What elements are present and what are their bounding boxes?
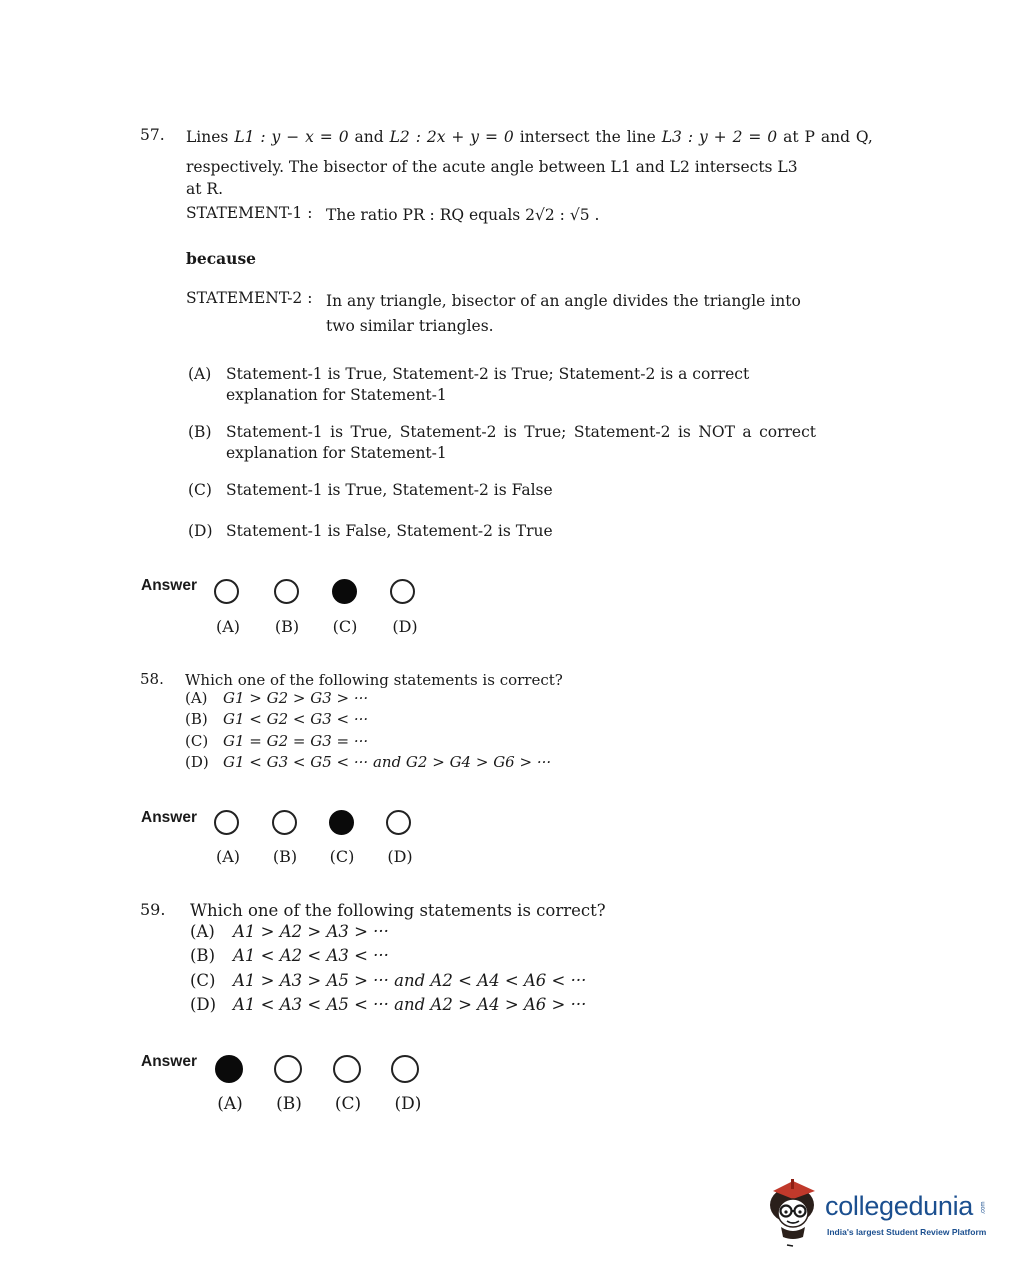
answer-choice-label: (B) [274, 617, 300, 636]
option-key: (B) [185, 710, 208, 728]
answer-choice-label: (A) [215, 617, 241, 636]
option-key: (D) [188, 522, 213, 540]
answer-bubble-d[interactable] [391, 1055, 419, 1083]
question-stem-line-1 [186, 126, 873, 148]
option-row [185, 709, 368, 730]
option-text: G1 < G3 < G5 < ··· and G2 > G4 > G6 > ··· [223, 753, 552, 771]
answer-bubble-c-selected[interactable] [332, 579, 357, 604]
collegedunia-logo[interactable] [765, 1175, 995, 1255]
equation-L3: L3 : y + 2 = 0 [661, 128, 778, 146]
option-text: Statement-1 is False, Statement-2 is True [226, 522, 553, 540]
equation-L1: L1 : y − x = 0 [234, 128, 349, 146]
answer-bubble-a[interactable] [214, 579, 239, 604]
answer-bubble-a-selected[interactable] [215, 1055, 243, 1083]
answer-bubble-b[interactable] [274, 1055, 302, 1083]
answer-label: Answer [141, 809, 197, 826]
option-key: (C) [190, 971, 216, 990]
equation-L2: L2 : 2x + y = 0 [389, 128, 514, 146]
option-text: A1 > A2 > A3 > ··· [233, 922, 389, 941]
statement-2-text: In any triangle, bisector of an angle divides the triangle into two similar triangles. [326, 292, 801, 335]
question-stem: Which one of the following statements is correct? [190, 901, 606, 920]
option-key: (A) [185, 689, 208, 707]
option-text: G1 = G2 = G3 = ··· [223, 732, 369, 750]
answer-choice-label: (B) [276, 1094, 302, 1114]
option-text: A1 < A2 < A3 < ··· [233, 946, 389, 965]
answer-choice-label: (D) [392, 617, 418, 636]
brand-tagline: India's largest Student Review Platform [827, 1227, 987, 1237]
statement-2-label: STATEMENT-2 : [186, 289, 313, 307]
question-stem-line-2: respectively. The bisector of the acute angle between L1 and L2 intersects L3 at R. [186, 158, 798, 198]
option-row [190, 920, 389, 944]
answer-bubble-c[interactable] [333, 1055, 361, 1083]
option-key: (C) [188, 481, 212, 499]
brand-com-suffix: .com [980, 1201, 987, 1215]
answer-label: Answer [141, 1053, 197, 1070]
because-keyword: because [186, 249, 257, 268]
answer-label: Answer [141, 577, 197, 594]
option-key: (D) [190, 995, 217, 1014]
option-row [185, 731, 368, 752]
answer-bubble-b[interactable] [272, 810, 297, 835]
answer-choice-label: (A) [217, 1094, 243, 1114]
answer-choice-label: (D) [394, 1094, 422, 1114]
option-key: (A) [190, 922, 215, 941]
answer-bubble-c-selected[interactable] [329, 810, 354, 835]
question-stem: Which one of the following statements is correct? [185, 671, 563, 689]
answer-bubble-b[interactable] [274, 579, 299, 604]
option-row [185, 688, 368, 709]
option-text: G1 < G2 < G3 < ··· [223, 710, 369, 728]
option-row [190, 993, 586, 1017]
answer-bubble-d[interactable] [386, 810, 411, 835]
statement-1-label: STATEMENT-1 : [186, 204, 313, 222]
question-number: 59. [140, 900, 166, 919]
answer-choice-label: (C) [332, 617, 358, 636]
option-row [190, 944, 389, 968]
option-text: G1 > G2 > G3 > ··· [223, 689, 369, 707]
stem-text: and [354, 128, 384, 146]
answer-bubble-a[interactable] [214, 810, 239, 835]
option-text: Statement-1 is True, Statement-2 is True; Statement-2 is NOT a correct explanation for Statement-1 [226, 423, 816, 462]
statement-1-text: The ratio PR : RQ equals 2√2 : √5 . [326, 206, 600, 224]
option-key: (B) [190, 946, 215, 965]
mascot-graduate-icon [765, 1175, 825, 1250]
option-row [185, 752, 551, 773]
stem-text: at P and Q, [783, 128, 873, 146]
question-number: 58. [140, 670, 164, 688]
option-key: (A) [188, 365, 212, 383]
option-key: (B) [188, 423, 212, 441]
answer-bubble-d[interactable] [390, 579, 415, 604]
answer-choice-label: (A) [215, 847, 241, 866]
option-text: A1 > A3 > A5 > ··· and A2 < A4 < A6 < ··· [233, 971, 587, 990]
brand-wordmark: collegedunia [825, 1191, 974, 1221]
answer-choice-label: (B) [272, 847, 298, 866]
question-number: 57. [140, 126, 165, 144]
option-text: Statement-1 is True, Statement-2 is True; Statement-2 is a correct explanation for Statement-1 [226, 365, 750, 404]
option-key: (C) [185, 732, 209, 750]
answer-choice-label: (D) [387, 847, 413, 866]
option-text: A1 < A3 < A5 < ··· and A2 > A4 > A6 > ··· [233, 995, 587, 1014]
option-key: (D) [185, 753, 209, 771]
stem-text: Lines [186, 128, 229, 146]
option-text: Statement-1 is True, Statement-2 is False [226, 481, 553, 499]
answer-choice-label: (C) [329, 847, 355, 866]
option-row [190, 969, 586, 993]
stem-text: intersect the line [519, 128, 656, 146]
answer-choice-label: (C) [334, 1094, 362, 1114]
